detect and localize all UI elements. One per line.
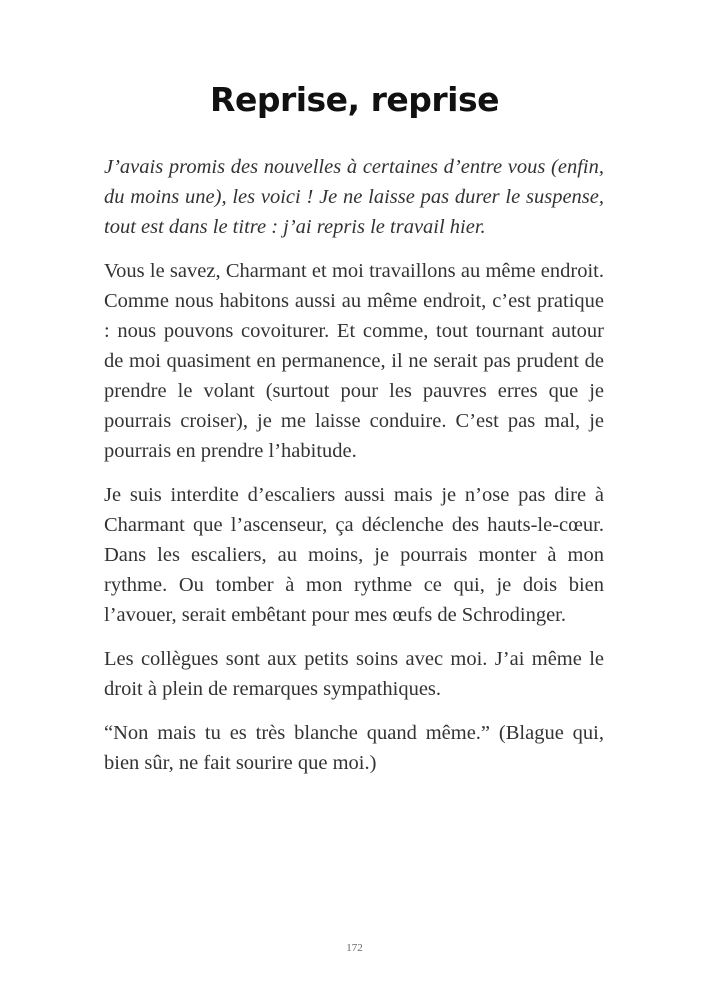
paragraph: Vous le savez, Charmant et moi travaillons au même endroit. Comme nous habitons aussi au même endroit, c’est pratique : nous pouvons covoiturer. Et comme, tout tournant autour de moi quasiment en permanence, il ne serait pas prudent de prendre le volant (surtout pour les pauvres erres que je pourrais croiser), je me laisse conduire. C’est pas mal, je pourrais en prendre l’habitude. bbox=[104, 260, 604, 462]
paragraph: Je suis interdite d’escaliers aussi mais je n’ose pas dire à Charmant que l’ascenseur, ça déclenche des hauts-le-cœur. Dans les escaliers, au moins, je pourrais monter à mon rythme. Ou tomber à mon rythme ce qui, je dois bien l’avouer, serait embêtant pour mes œufs de Schrodinger. bbox=[104, 484, 604, 626]
page-number: 172 bbox=[346, 942, 363, 954]
paragraph: Les collègues sont aux petits soins avec moi. J’ai même le droit à plein de remarques sympathiques. bbox=[104, 648, 604, 700]
body-text bbox=[104, 152, 604, 792]
chapter-title: Reprise, reprise bbox=[210, 80, 499, 119]
paragraph-intro: J’avais promis des nouvelles à certaines d’entre vous (enfin, du moins une), les voici ! Je ne laisse pas durer le suspense, tout est dans le titre : j’ai repris le travail hier. bbox=[104, 156, 604, 238]
paragraph: “Non mais tu es très blanche quand même.” (Blague qui, bien sûr, ne fait sourire que moi.) bbox=[104, 722, 604, 774]
